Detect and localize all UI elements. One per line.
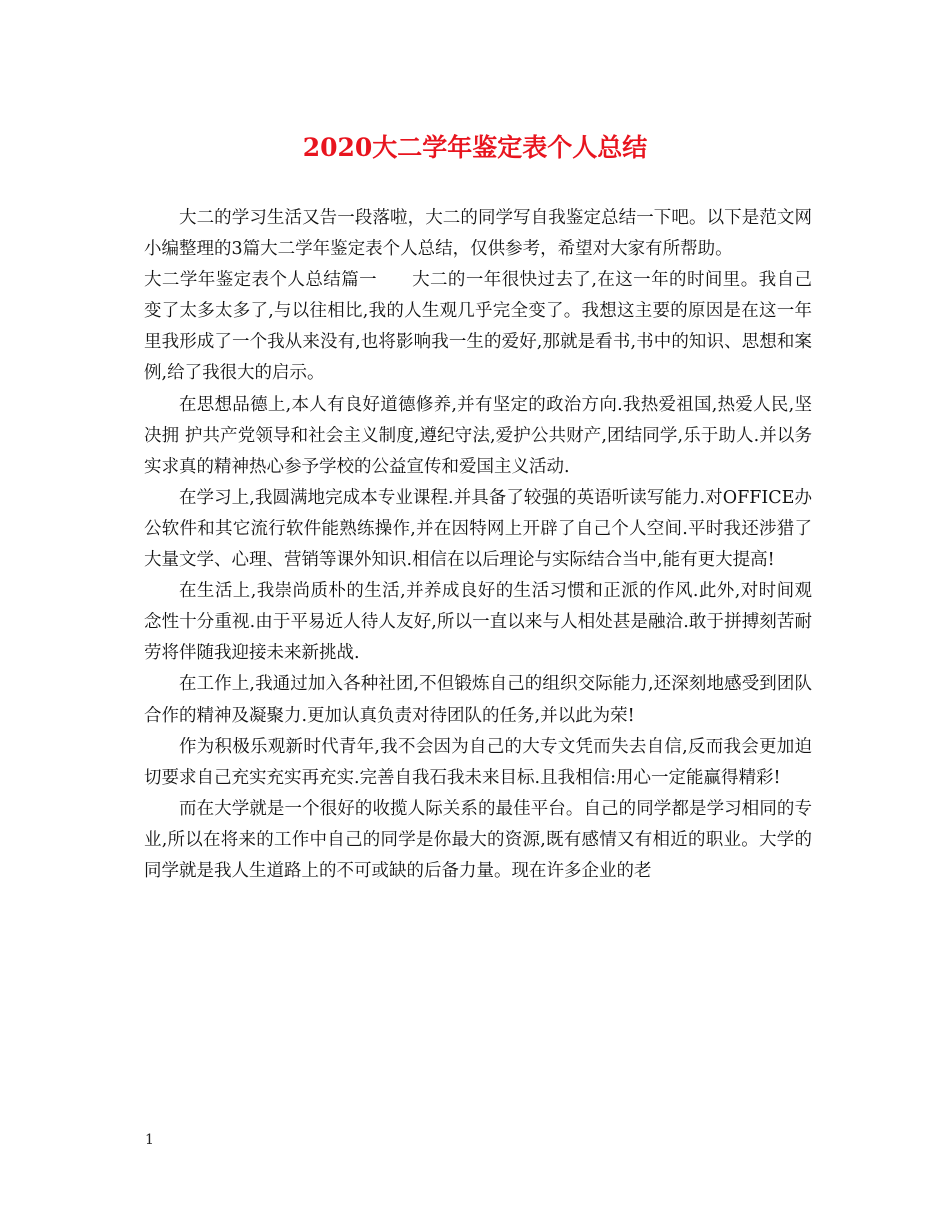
- body-paragraph: 在学习上,我圆满地完成本专业课程.并具备了较强的英语听读写能力.对OFFICE办公软件和其它流行软件能熟练操作,并在因特网上开辟了自己个人空间.平时我还涉猎了大量文学、心理、营销等课外知识.相信在以后理论与实际结合当中,能有更大提高!: [144, 487, 812, 571]
- section-first-text: 大二的一年很快过去了,在这一年的时间里。我自己变了太多太多了,与以往相比,我的人生观几乎完全变了。我想这主要的原因是在这一年里我形成了一个我从来没有,也将影响我一生的爱好,那就是看书,书中的知识、思想和案例,给了我很大的启示。: [144, 270, 813, 384]
- body-paragraph: 在生活上,我崇尚质朴的生活,并养成良好的生活习惯和正派的作风.此外,对时间观念性十分重视.由于平易近人待人友好,所以一直以来与人相处甚是融洽.敢于拼搏刻苦耐劳将伴随我迎接未来新挑战.: [144, 581, 812, 664]
- document-body: [144, 203, 812, 887]
- body-paragraph: 而在大学就是一个很好的收揽人际关系的最佳平台。自己的同学都是学习相同的专业,所以在将来的工作中自己的同学是你最大的资源,既有感情又有相近的职业。大学的同学就是我人生道路上的不可或缺的后备力量。现在许多企业的老: [144, 798, 812, 881]
- body-paragraph: 在思想品德上,本人有良好道德修养,并有坚定的政治方向.我热爱祖国,热爱人民,坚决拥 护共产党领导和社会主义制度,遵纪守法,爱护公共财产,团结同学,乐于助人.并以务实求真的精神热心参予学校的公益宣传和爱国主义活动.: [144, 394, 812, 477]
- section-heading: 大二学年鉴定表个人总结篇一: [144, 270, 378, 291]
- body-paragraph: 在工作上,我通过加入各种社团,不但锻炼自己的组织交际能力,还深刻地感受到团队合作的精神及凝聚力.更加认真负责对待团队的任务,并以此为荣!: [144, 674, 812, 726]
- document-title: 2020大二学年鉴定表个人总结: [302, 133, 648, 162]
- intro-paragraph: 大二的学习生活又告一段落啦，大二的同学写自我鉴定总结一下吧。以下是范文网小编整理的3篇大二学年鉴定表个人总结，仅供参考，希望对大家有所帮助。: [144, 208, 812, 260]
- section-paragraph: [144, 265, 812, 389]
- page-number: 1: [145, 1132, 154, 1148]
- body-paragraph: 作为积极乐观新时代青年,我不会因为自己的大专文凭而失去自信,反而我会更加迫切要求自己充实充实再充实.完善自我石我未来目标.且我相信:用心一定能赢得精彩!: [144, 736, 812, 788]
